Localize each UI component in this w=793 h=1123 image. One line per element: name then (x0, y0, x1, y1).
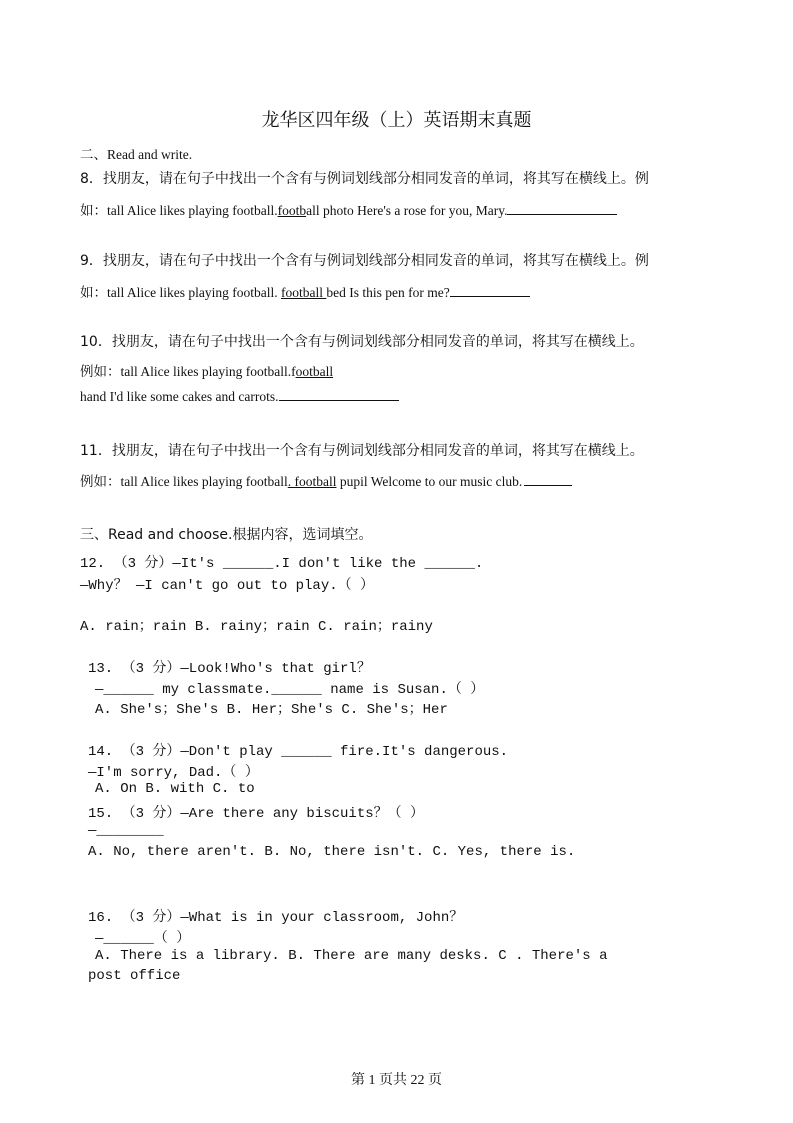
q9-instruction: 9．找朋友，请在句子中找出一个含有与例词划线部分相同发音的单词，将其写在横线上。例 (80, 253, 649, 269)
q10-sentence-line (80, 388, 399, 405)
q11-example (80, 470, 572, 490)
q9-example (80, 281, 530, 301)
q13-question: 13. （3 分）—Look!Who's that girl？ (88, 661, 371, 677)
q13-options: A. She's；She's B. Her；She's C. She's；Her (95, 702, 448, 718)
q12-question: 12. （3 分）—It's ______.I don't like the ______. (80, 556, 484, 572)
q9-example-prefix: 如：tall Alice likes playing football. (80, 285, 281, 300)
q10-example-prefix: 例如：tall Alice likes playing football.f (80, 364, 296, 379)
q10-answer-blank[interactable] (279, 388, 399, 401)
q14-options: A. On B. with C. to (95, 781, 255, 797)
q16-question: 16. （3 分）—What is in your classroom, John？ (88, 910, 464, 926)
q14-reply: —I'm sorry, Dad.（ ） (88, 765, 259, 781)
q9-underlined-word: football (280, 285, 327, 300)
q16-options-continued: post office (88, 968, 181, 984)
q11-instruction: 11．找朋友，请在句子中找出一个含有与例词划线部分相同发音的单词，将其写在横线上。 (80, 443, 644, 459)
q8-example (80, 199, 617, 219)
q8-underlined-word: footb (277, 203, 307, 218)
q10-underlined-word: ootball (295, 364, 334, 379)
q11-example-prefix: 例如：tall Alice likes playing football (80, 474, 288, 489)
q11-underlined-word: . football (287, 474, 337, 489)
section-3-heading: 三、Read and choose.根据内容，选词填空。 (80, 527, 373, 543)
q12-reply: —Why？ —I can't go out to play.（ ） (80, 578, 375, 594)
q10-sentence: hand I'd like some cakes and carrots. (80, 389, 279, 404)
q8-sentence: all photo Here's a rose for you, Mary. (306, 203, 508, 218)
q11-answer-blank[interactable] (524, 473, 572, 486)
q9-answer-blank[interactable] (450, 284, 530, 297)
q10-instruction: 10．找朋友，请在句子中找出一个含有与例词划线部分相同发音的单词，将其写在横线上。 (80, 334, 644, 350)
q10-example (80, 360, 333, 380)
q9-sentence: bed Is this pen for me? (326, 285, 450, 300)
q16-reply: —______（ ） (95, 931, 191, 947)
page-number: 第 1 页共 22 页 (351, 1073, 442, 1088)
page-title: 龙华区四年级（上）英语期末真题 (261, 110, 532, 131)
q12-options: A. rain；rain B. rainy；rain C. rain；rainy (80, 619, 433, 635)
q15-question: 15. （3 分）—Are there any biscuits？（ ） (88, 806, 425, 822)
q15-reply: —________ (88, 823, 164, 839)
q8-instruction: 8．找朋友，请在句子中找出一个含有与例词划线部分相同发音的单词，将其写在横线上。例 (80, 171, 649, 187)
q8-example-prefix: 如：tall Alice likes playing football. (80, 203, 278, 218)
q15-options: A. No, there aren't. B. No, there isn't. C. Yes, there is. (88, 844, 576, 860)
q14-question: 14. （3 分）—Don't play ______ fire.It's dangerous. (88, 744, 509, 760)
q16-options: A. There is a library. B. There are many desks. C . There's a (95, 948, 608, 964)
q8-answer-blank[interactable] (507, 202, 617, 215)
q11-sentence: pupil Welcome to our music club. (336, 474, 523, 489)
q13-reply: —______ my classmate.______ name is Susan.（ ） (95, 682, 485, 698)
section-2-heading: 二、Read and write. (80, 147, 193, 162)
